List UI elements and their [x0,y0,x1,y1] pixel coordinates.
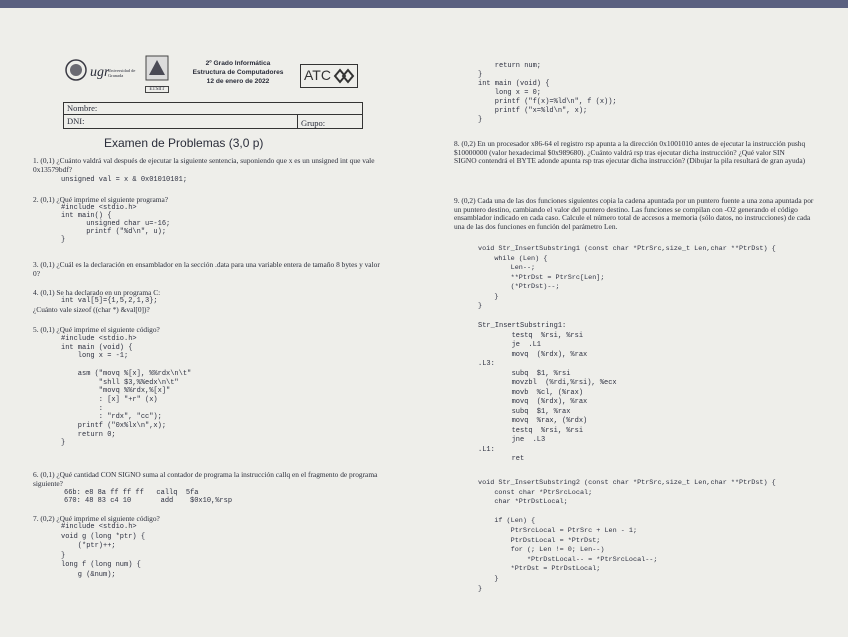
q4-text2: ¿Cuánto vale sizeof ((char *) &val[0])? [33,305,150,314]
q2-text: 2. (0,1) ¿Qué imprime el siguiente programa? [33,195,169,204]
course-line2: Estructura de Computadores [192,69,284,76]
q3-text: 3. (0,1) ¿Cuál es la declaración en ensamblador en la sección .data para una variable entera de tamaño 8 bytes y valor 0? [33,260,380,278]
q7-code: #include <stdio.h> void g (long *ptr) { (*ptr)++; } long f (long num) { g (&num); [61,523,146,579]
grupo-label: Grupo: [301,118,326,128]
q5-text: 5. (0,1) ¿Qué imprime el siguiente código? [33,325,160,334]
q6-text: 6. (0,1) ¿Qué cantidad CON SIGNO suma al contador de programa la instrucción callq en el fragmento de programa siguiente? [33,470,378,488]
atc-chain-icon [333,67,355,85]
dni-field[interactable] [64,115,298,128]
nombre-field[interactable] [64,103,362,115]
etsiit-logo [145,55,169,92]
student-form [63,102,363,129]
etsiit-label: ETSIIT [145,86,169,93]
course-info [178,59,298,86]
etsiit-emblem-icon [145,55,169,81]
q7-main-code: return num; } int main (void) { long x = 0; printf ("f(x)=%ld\n", f (x)); printf ("x=%ld\n", x); } [478,62,617,124]
grupo-field[interactable] [298,115,362,128]
course-line1: 2º Grado Informática [205,60,271,67]
asm1-code: Str_InsertSubstring1: testq %rsi, %rsi je .L1 movq (%rdx), %rax .L3: subq $1, %rsi movzbl (%rdi,%rsi), %ecx movb %cl, (%rax) movq (%rdx), %rax subq $1, %rax movq %rax, (%rdx) testq %rsi, %rsi jne .L3 .L1: ret [478,322,617,463]
q2-code: #include <stdio.h> int main() { unsigned char u=-16; printf ("%d\n", u); } [61,204,171,244]
ugr-logo [64,56,139,86]
dni-label: DNI: [67,116,85,126]
exam-date: 12 de enero de 2022 [206,78,270,85]
q6-code: 66b: e8 8a ff ff ff callq 5fa 670: 48 83 c4 10 add $0x10,%rsp [64,489,233,505]
atc-label: ATC [304,67,331,83]
q5-code: #include <stdio.h> int main (void) { long x = -1; asm ("movq %[x], %%rdx\n\t" "shll $3,%%edx\n\t" "movq %%rdx,%[x]" : [x] "+r" (x) : : "rdx", "cc"); printf ("0x%lx\n",x); return 0; } [61,335,192,448]
q1-text: 1. (0,1) ¿Cuánto valdrá val después de ejecutar la siguiente sentencia, suponiendo que x es un unsigned int que vale 0x13579bdf? [33,156,375,174]
q4-text: 4. (0,1) Se ha declarado en un programa C: [33,288,161,297]
ugr-name: Universidad de Granada [108,68,136,78]
svg-text:ugr: ugr [90,65,110,80]
q1-code: unsigned val = x & 0x01010101; [61,176,188,184]
exam-title: Examen de Problemas (3,0 p) [104,136,264,150]
q4-code: int val[5]={1,5,2,1,3}; [61,297,158,305]
func2-code: void Str_InsertSubstring2 (const char *PtrSrc,size_t Len,char **PtrDst) { const char *PtrSrcLocal; char *PtrDstLocal; if (Len) { PtrSrcLocal = PtrSrc + Len - 1; PtrDstLocal = *PtrDst; for (; Len != 0; Len--) *PtrDstLocal-- = *PtrSrcLocal--; *PtrDst = PtrDstLocal; } } [478,479,776,593]
q7-text: 7. (0,2) ¿Qué imprime el siguiente código? [33,514,160,523]
q9-text: 9. (0,2) Cada una de las dos funciones siguientes copia la cadena apuntada por un puntero fuente a una zona apuntada por un puntero destino, cambiando el valor del puntero destino. Las funciones se compilan con -O2 generando el código ensamblador indicado en cada caso. Calcule el número total de accesos a memoria (sólo datos, no instrucciones) de cada una de las dos funciones en función del parámetro Len. [454,196,814,231]
atc-logo [300,64,358,88]
nombre-label: Nombre: [67,103,98,113]
q8-text: 8. (0,2) En un procesador x86-64 el registro rsp apunta a la dirección 0x1001010 antes de ejecutar la instrucción pushq $10000000 (valor hexadecimal $0x989680). ¿Cuánto valdrá rsp tras ejecutar dicha instrucción? ¿Qué valor SIN SIGNO contendrá el BYTE adonde apunta rsp tras ejecutar dicha instrucción? (Dibujar la pila resultará de gran ayuda) [454,139,806,166]
func1-code: void Str_InsertSubstring1 (const char *PtrSrc,size_t Len,char **PtrDst) { while (Len) { Len--; **PtrDst = PtrSrc[Len]; (*PtrDst)--; } } [478,245,776,310]
